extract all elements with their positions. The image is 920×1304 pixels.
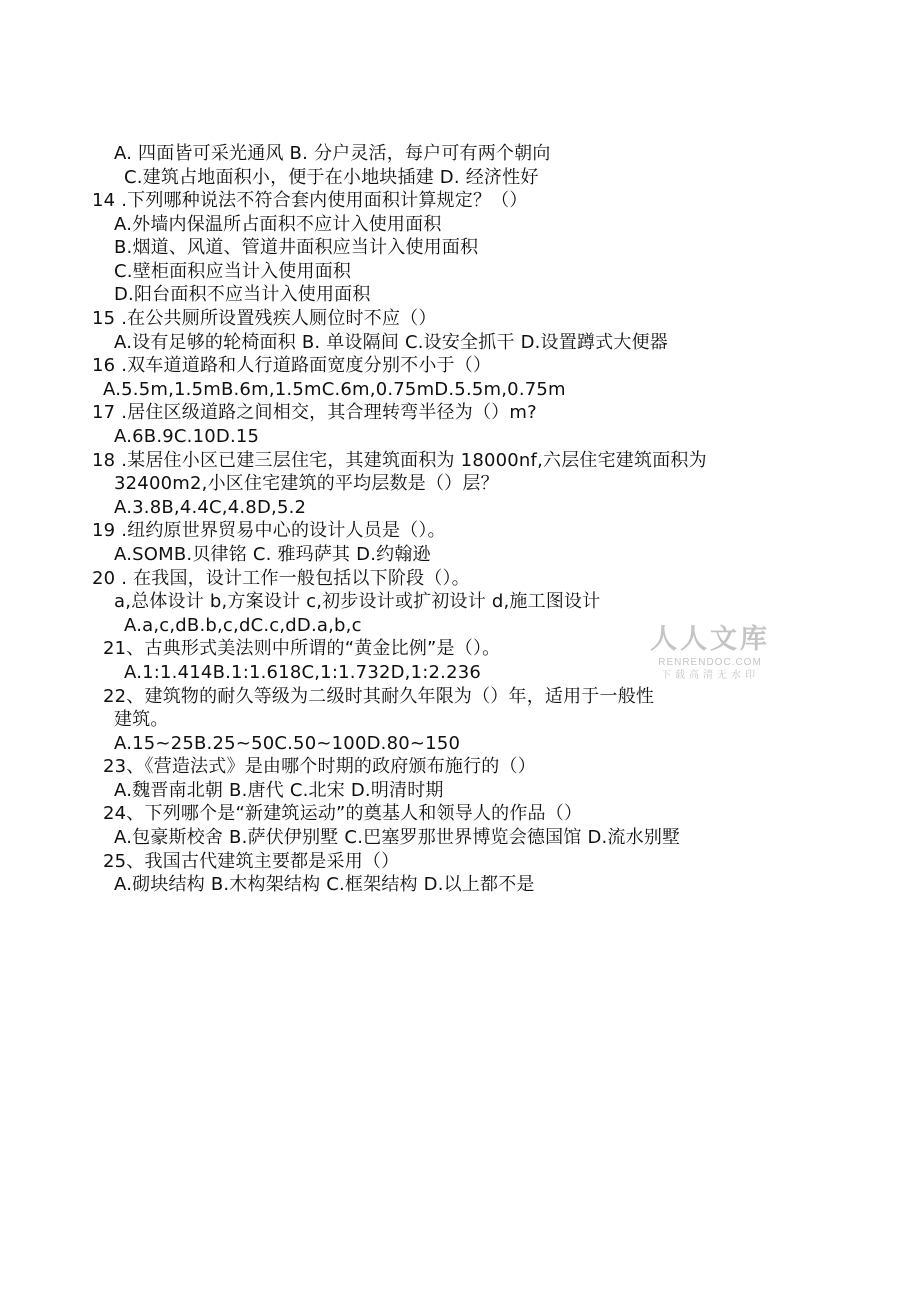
watermark-tagline: 下载高清无水印	[661, 670, 759, 681]
option-line: A.设有足够的轮椅面积 B. 单设隔间 C.设安全抓干 D.设置蹲式大便器	[114, 332, 668, 353]
question-21: 21、古典形式美法则中所谓的“黄金比例”是（）。	[103, 638, 501, 659]
question-24: 24、下列哪个是“新建筑运动”的奠基人和领导人的作品（）	[103, 803, 583, 824]
question-18-continued: 32400m2,小区住宅建筑的平均层数是（）层？	[114, 473, 499, 494]
option-line: A.1:1.414B.1:1.618C,1:1.732D,1:2.236	[124, 662, 482, 683]
question-18: 18 .某居住小区已建三层住宅，其建筑面积为 18000nf,六层住宅建筑面积为	[92, 450, 707, 471]
question-20: 20 . 在我国，设计工作一般包括以下阶段（）。	[92, 568, 470, 589]
question-23: 23、《营造法式》是由哪个时期的政府颁布施行的（）	[103, 756, 536, 777]
question-22-continued: 建筑。	[114, 709, 169, 730]
watermark-title: 人人文库	[650, 624, 770, 655]
option-line: D.阳台面积不应当计入使用面积	[114, 284, 371, 305]
option-line: C.壁柜面积应当计入使用面积	[114, 261, 352, 282]
option-line: A.外墙内保温所占面积不应计入使用面积	[114, 214, 442, 235]
option-line: A.15~25B.25~50C.50~100D.80~150	[114, 733, 461, 754]
question-25: 25、我国古代建筑主要都是采用（）	[103, 851, 400, 872]
option-line: C.建筑占地面积小，便于在小地块插建 D. 经济性好	[124, 167, 539, 188]
option-line: A.包豪斯校舍 B.萨伏伊别墅 C.巴塞罗那世界博览会德国馆 D.流水别墅	[114, 827, 681, 848]
question-15: 15 .在公共厕所设置残疾人厕位时不应（）	[92, 308, 437, 329]
option-line: B.烟道、风道、管道井面积应当计入使用面积	[114, 237, 479, 258]
question-20-items: a,总体设计 b,方案设计 c,初步设计或扩初设计 d,施工图设计	[114, 591, 601, 612]
question-19: 19 .纽约原世界贸易中心的设计人员是（）。	[92, 520, 446, 541]
watermark-site: RENRENDOC.COM	[658, 657, 762, 668]
question-14: 14 .下列哪种说法不符合套内使用面积计算规定？（）	[92, 190, 528, 211]
option-line: A.魏晋南北朝 B.唐代 C.北宋 D.明清时期	[114, 780, 444, 801]
option-line: A.5.5m,1.5mB.6m,1.5mC.6m,0.75mD.5.5m,0.75m	[103, 379, 566, 400]
option-line: A.a,c,dB.b,c,dC.c,dD.a,b,c	[124, 615, 362, 636]
question-16: 16 .双车道道路和人行道路面宽度分别不小于（）	[92, 355, 492, 376]
option-line: A. 四面皆可采光通风 B. 分户灵活，每户可有两个朝向	[114, 143, 551, 164]
question-22: 22、建筑物的耐久等级为二级时其耐久年限为（）年，适用于一般性	[103, 686, 655, 707]
watermark	[646, 624, 774, 682]
option-line: A.SOMB.贝律铭 C. 雅玛萨其 D.约翰逊	[114, 544, 431, 565]
option-line: A.3.8B,4.4C,4.8D,5.2	[114, 497, 307, 518]
option-line: A.6B.9C.10D.15	[114, 426, 260, 447]
question-17: 17 .居住区级道路之间相交，其合理转弯半径为（）m?	[92, 402, 537, 423]
option-line: A.砌块结构 B.木构架结构 C.框架结构 D.以上都不是	[114, 874, 535, 895]
